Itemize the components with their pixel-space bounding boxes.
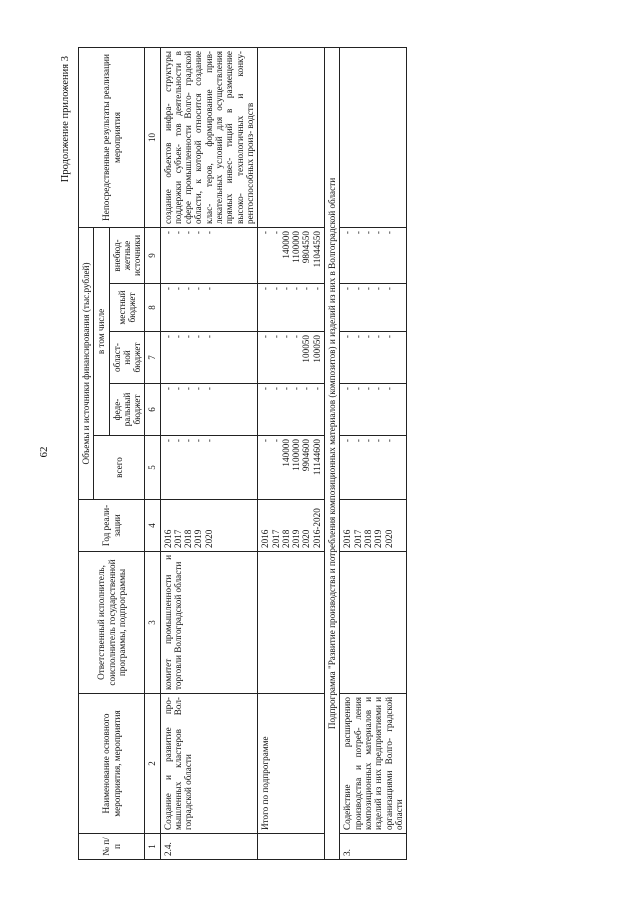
- measure-name: Создание и развитие про- мышленных кластеров Вол- гоградской области: [160, 694, 258, 834]
- header-results: Непосредственные результаты реализации мероприятия: [79, 48, 145, 228]
- subtotal-total: - - 140000 1100000 9904600 11144600: [258, 436, 325, 500]
- page-number: 62: [38, 446, 50, 458]
- header-year: Год реали- зации: [79, 500, 145, 552]
- local-values: - - - - -: [160, 284, 258, 332]
- index-cell: 2: [145, 694, 160, 834]
- header-including: в том числе: [94, 228, 109, 436]
- table-row: [340, 48, 407, 860]
- header-executor: Ответственный исполнитель, соисполнитель государственной программы, подпрограммы: [79, 552, 145, 694]
- executor: комитет промышленности и торговли Волгоградской области: [160, 552, 258, 694]
- subtotal-row: [258, 48, 325, 860]
- header-regional: област- ной бюджет: [109, 332, 145, 384]
- header-total: всего: [94, 436, 145, 500]
- header-num: № п/п: [79, 834, 145, 860]
- year-list: 2016 2017 2018 2019 2020: [340, 500, 407, 552]
- index-cell: 10: [145, 48, 160, 228]
- header-local: местный бюджет: [109, 284, 145, 332]
- row-number: 2.4.: [160, 834, 258, 860]
- extra-values: - - - - -: [340, 228, 407, 284]
- subprogram-title: Подпрограмма "Развитие производства и потребления композиционных материалов (композитов) и изделий из них в Волгоградской области: [325, 48, 340, 860]
- total-values: - - - - -: [160, 436, 258, 500]
- subtotal-regional: - - - - 100050 100050: [258, 332, 325, 384]
- index-cell: 8: [145, 284, 160, 332]
- continuation-note: Продолжение приложения 3: [60, 56, 71, 183]
- header-extra: внебюд- жетные источники: [109, 228, 145, 284]
- header-name: Наименование основного мероприятия, мероприятия: [79, 694, 145, 834]
- subtotal-label: Итого по подпрограмме: [258, 694, 325, 834]
- index-cell: 5: [145, 436, 160, 500]
- subprogram-row: [325, 48, 340, 860]
- total-values: - - - - -: [340, 436, 407, 500]
- measure-name: Содействие расширению производства и потреб- ления композиционных материалов и изделий из них предприятиями и организациями Волго- градской области: [340, 694, 407, 834]
- federal-values: - - - - -: [160, 384, 258, 436]
- regional-values: - - - - -: [340, 332, 407, 384]
- subtotal-years: 2016 2017 2018 2019 2020 2016-2020: [258, 500, 325, 552]
- header-financing: Объемы и источники финансирования (тыс.рублей): [79, 228, 94, 500]
- federal-values: - - - - -: [340, 384, 407, 436]
- subtotal-federal: - - - - - -: [258, 384, 325, 436]
- table-row: [160, 48, 258, 860]
- financing-table: [78, 47, 407, 860]
- index-cell: 6: [145, 384, 160, 436]
- year-list: 2016 2017 2018 2019 2020: [160, 500, 258, 552]
- subtotal-local: - - - - - -: [258, 284, 325, 332]
- extra-values: - - - - -: [160, 228, 258, 284]
- index-cell: 4: [145, 500, 160, 552]
- row-number: 3.: [340, 834, 407, 860]
- local-values: - - - - -: [340, 284, 407, 332]
- index-cell: 1: [145, 834, 160, 860]
- index-cell: 3: [145, 552, 160, 694]
- subtotal-extra: - - 140000 1100000 9804550 11044550: [258, 228, 325, 284]
- rotated-sheet: [30, 32, 610, 872]
- measure-result: создание объектов инфра- структуры поддержки субъек- тов деятельности в сфере промышленности Волго- градской области, к которой относится создание клас- теров, формирование прив- лекательных условий для осуществления прямых инвес- тиций в размещение высоко- технологичных и конку- рентоспособных произ- водств: [160, 48, 258, 228]
- regional-values: - - - - -: [160, 332, 258, 384]
- index-cell: 9: [145, 228, 160, 284]
- index-cell: 7: [145, 332, 160, 384]
- header-federal: феде- ральный бюджет: [109, 384, 145, 436]
